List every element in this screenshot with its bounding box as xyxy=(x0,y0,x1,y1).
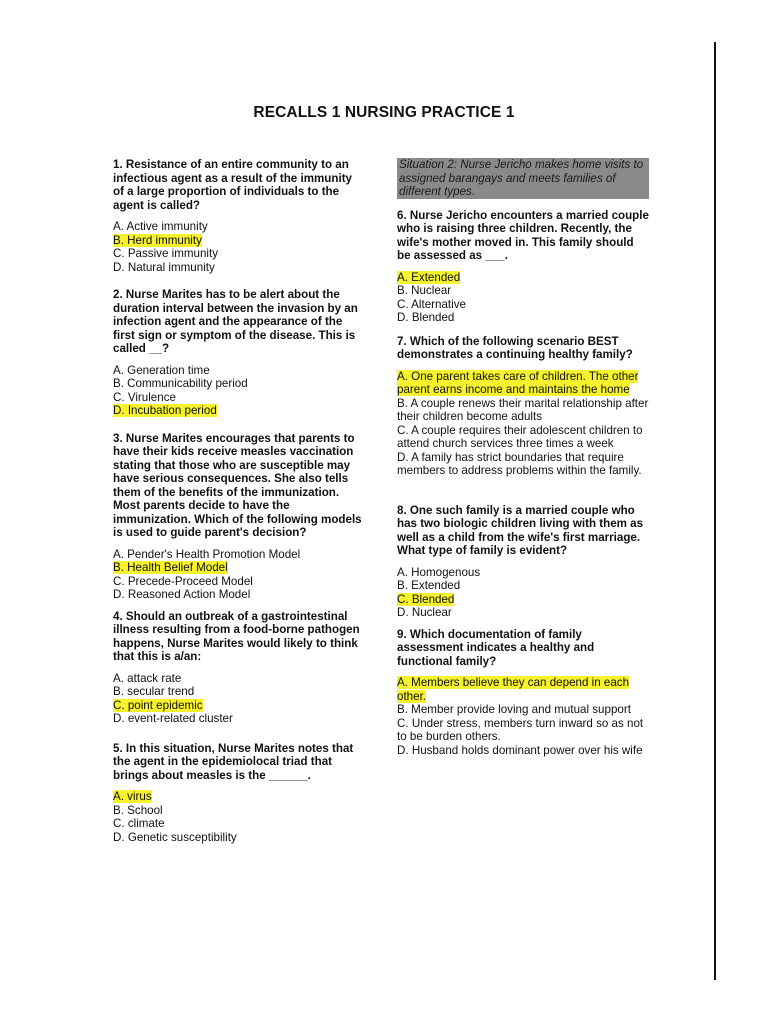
option-label: C. Passive immunity xyxy=(113,247,219,260)
answer-options xyxy=(397,370,649,478)
question-text: 2. Nurse Marites has to be alert about the duration interval between the invasion by an infection agent and the appearance of the first sign or symptom of the disease. This is called __? xyxy=(113,288,358,355)
question-8 xyxy=(397,504,649,620)
option-label: C. Virulence xyxy=(113,390,176,404)
option-label: A. Homogenous xyxy=(397,565,481,579)
answer-options xyxy=(397,676,649,757)
option-label: B. Health Belief Model xyxy=(113,561,228,574)
answer-option xyxy=(397,606,649,620)
question-text: 5. In this situation, Nurse Marites notes that the agent in the epidemiolocal triad that brings about measles is the ______. xyxy=(113,741,354,782)
answer-option xyxy=(397,311,649,325)
answer-option xyxy=(397,424,649,451)
question-6 xyxy=(397,209,649,325)
answer-option xyxy=(113,685,363,699)
question-text: 9. Which documentation of family assessment indicates a healthy and functional family? xyxy=(397,627,595,668)
option-label: D. Incubation period xyxy=(113,404,217,417)
left-column xyxy=(113,158,363,844)
option-label: A. Members believe they can depend in each other. xyxy=(397,676,630,703)
answer-option xyxy=(113,588,363,602)
option-label: D. Genetic susceptibility xyxy=(113,830,237,844)
answer-options xyxy=(397,566,649,620)
answer-option xyxy=(113,391,363,405)
option-label: A. Extended xyxy=(397,270,461,284)
option-label: B. Extended xyxy=(397,579,461,592)
answer-option xyxy=(113,672,363,686)
answer-option xyxy=(397,579,649,593)
option-label: C. A couple requires their adolescent children to attend church services three times a week xyxy=(397,423,643,450)
option-label: B. Herd immunity xyxy=(113,233,202,247)
option-label: D. Blended xyxy=(397,311,455,324)
answer-option xyxy=(397,566,649,580)
answer-option xyxy=(397,298,649,312)
answer-option xyxy=(113,817,363,831)
question-1 xyxy=(113,158,363,274)
question-text: 1. Resistance of an entire community to an infectious agent as a result of the immunity of a large proportion of individuals to the agent is called? xyxy=(113,158,353,212)
answer-option-highlighted xyxy=(113,404,363,418)
answer-option xyxy=(113,804,363,818)
answer-option xyxy=(397,703,649,717)
answer-option xyxy=(397,717,649,744)
option-label: A. One parent takes care of children. The other parent earns income and maintains the home xyxy=(397,369,639,396)
question-text: 4. Should an outbreak of a gastrointestinal illness resulting from a food-borne pathogen happens, Nurse Marites would likely to think that this is a/an: xyxy=(113,609,360,663)
question-9 xyxy=(397,628,649,758)
question-text: 6. Nurse Jericho encounters a married couple who is raising three children. Recently, the wife's mother moved in. This family should be assessed as ___. xyxy=(397,208,649,262)
answer-option-highlighted xyxy=(113,699,363,713)
page-edge-rule xyxy=(714,42,716,980)
answer-options xyxy=(397,271,649,325)
question-text: 8. One such family is a married couple who has two biologic children living with them as well as a child from the wife's first marriage. What type of family is evident? xyxy=(397,503,644,557)
answer-option-highlighted xyxy=(113,234,363,248)
answer-option xyxy=(113,247,363,261)
option-label: B. A couple renews their marital relationship after their children become adults xyxy=(397,396,649,423)
option-label: B. Nuclear xyxy=(397,284,452,297)
option-label: C. point epidemic xyxy=(113,698,203,712)
answer-option xyxy=(113,712,363,726)
option-label: A. virus xyxy=(113,790,152,803)
option-label: C. Blended xyxy=(397,592,455,606)
option-label: C. Under stress, members turn inward so as not to be burden others. xyxy=(397,716,644,743)
answer-options xyxy=(113,672,363,726)
answer-option-highlighted xyxy=(397,370,649,397)
option-label: D. Natural immunity xyxy=(113,260,215,274)
question-text: 7. Which of the following scenario BEST demonstrates a continuing healthy family? xyxy=(397,334,633,361)
option-label: D. Nuclear xyxy=(397,606,452,619)
answer-option xyxy=(113,364,363,378)
option-label: D. event-related cluster xyxy=(113,712,233,725)
answer-option xyxy=(113,377,363,391)
answer-option-highlighted xyxy=(397,271,649,285)
option-label: A. Pender's Health Promotion Model xyxy=(113,547,301,561)
question-3 xyxy=(113,432,363,602)
question-2 xyxy=(113,288,363,418)
question-4 xyxy=(113,610,363,726)
answer-option xyxy=(113,548,363,562)
option-label: B. School xyxy=(113,803,163,817)
answer-option xyxy=(397,284,649,298)
option-label: B. Member provide loving and mutual support xyxy=(397,703,631,716)
option-label: C. Precede-Proceed Model xyxy=(113,574,253,588)
answer-option xyxy=(397,397,649,424)
answer-option xyxy=(113,261,363,275)
option-label: B. secular trend xyxy=(113,685,195,698)
answer-option-highlighted xyxy=(397,593,649,607)
option-label: A. attack rate xyxy=(113,671,182,685)
answer-option-highlighted xyxy=(113,790,363,804)
option-label: A. Active immunity xyxy=(113,220,208,233)
option-label: B. Communicability period xyxy=(113,377,248,390)
option-label: D. Husband holds dominant power over his wife xyxy=(397,743,643,757)
question-text: 3. Nurse Marites encourages that parents to have their kids receive measles vaccination stating that those who are susceptible may have serious consequences. She also tells them of the benefits of the immunization. Most parents decide to have the immunization. Which of the following models is used to guide parent's decision? xyxy=(113,431,362,539)
answer-option-highlighted xyxy=(397,676,649,703)
option-label: D. Reasoned Action Model xyxy=(113,588,251,601)
answer-options xyxy=(113,790,363,844)
answer-option xyxy=(397,451,649,478)
answer-option xyxy=(113,220,363,234)
answer-option xyxy=(113,575,363,589)
question-7 xyxy=(397,335,649,478)
option-label: D. A family has strict boundaries that require members to address problems within the family. xyxy=(397,450,642,477)
answer-option-highlighted xyxy=(113,561,363,575)
option-label: A. Generation time xyxy=(113,363,210,377)
right-column xyxy=(397,158,649,757)
situation-2-banner: Situation 2: Nurse Jericho makes home visits to assigned barangays and meets families of different types. xyxy=(397,158,649,199)
option-label: C. climate xyxy=(113,817,165,830)
answer-options xyxy=(113,220,363,274)
question-5 xyxy=(113,742,363,845)
answer-option xyxy=(113,831,363,845)
answer-option xyxy=(397,744,649,758)
option-label: C. Alternative xyxy=(397,297,466,311)
answer-options xyxy=(113,364,363,418)
page-title: RECALLS 1 NURSING PRACTICE 1 xyxy=(253,104,515,121)
answer-options xyxy=(113,548,363,602)
